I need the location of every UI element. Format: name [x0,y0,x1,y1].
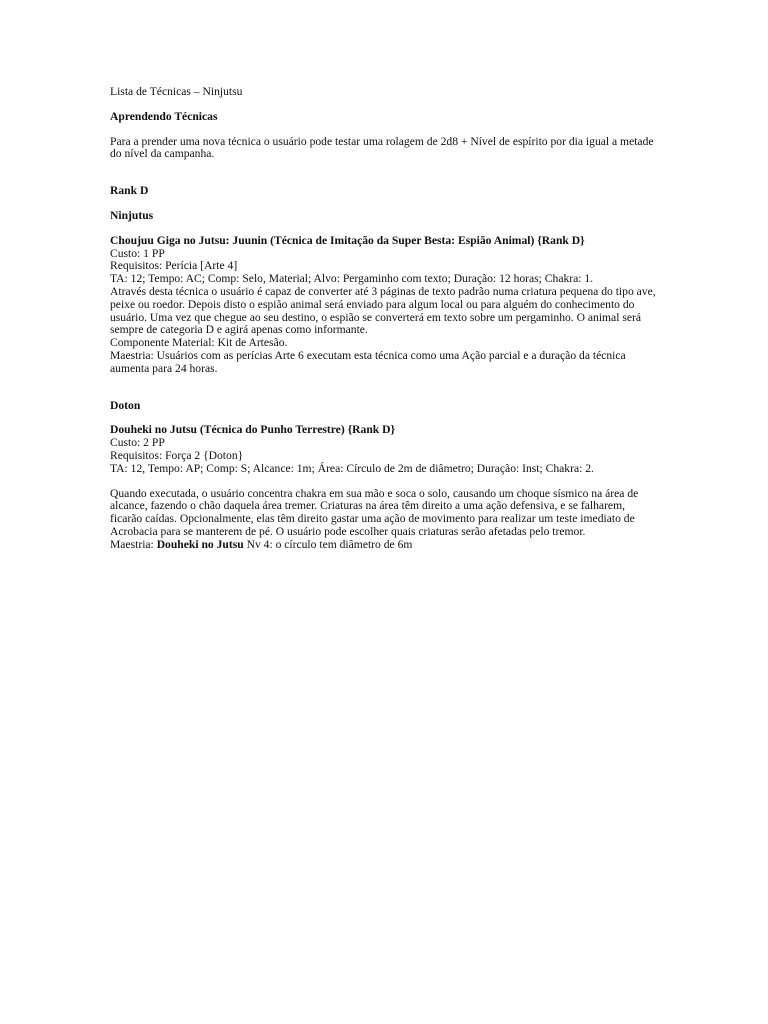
learning-paragraph: Para a prender uma nova técnica o usuário pode testar uma rolagem de 2d8 + Nível de espírito por dia igual a metade do nível da campanha. [110,134,654,161]
document-title: Lista de Técnicas – Ninjutsu [110,85,243,98]
technique-2-mastery-label: Maestria: [110,537,157,551]
technique-2-stats: TA: 12, Tempo: AP; Comp: S; Alcance: 1m; Área: Círculo de 2m de diâmetro; Duração: Inst; Chakra: 2. [110,461,594,475]
technique-1-description: Através desta técnica o usuário é capaz de converter até 3 páginas de texto padrão numa criatura pequena do tipo ave, peixe ou roedor. Depois disto o espião animal será enviado para algum local ou para alguém do conhecimento do usuário. Uma vez que chegue ao seu destino, o espião se converterá em texto sobre um pergaminho. O animal será sempre de categoria D e agirá apenas como informante. [110,284,656,337]
rank-heading: Rank D [110,184,149,198]
technique-2-description: Quando executada, o usuário concentra chakra em sua mão e soca o solo, causando um choque sísmico na área de alcance, fazendo o chão daquela área tremer. Criaturas na área têm direito a uma ação defensiva, e se falharem, ficarão caídas. Opcionalmente, elas têm direito gastar uma ação de movimento para realizar um teste imediato de Acrobacia para se manterem de pé. O usuário pode escolher quais criaturas serão afetadas pelo tremor. [110,486,639,538]
technique-2-mastery-name: Douheki no Jutsu [156,537,244,551]
section-heading-learning: Aprendendo Técnicas [110,109,218,123]
document-content [110,86,660,552]
technique-2-cost: Custo: 2 PP [110,436,165,450]
technique-1-component: Componente Material: Kit de Artesão. [110,336,288,350]
technique-2-name: Douheki no Jutsu (Técnica do Punho Terrestre) {Rank D} [110,423,396,437]
technique-1-name: Choujuu Giga no Jutsu: Juunin (Técnica de Imitação da Super Besta: Espião Animal) {Rank D} [110,233,585,247]
ninjutsus-heading: Ninjutus [110,208,154,222]
technique-1-requirements: Requisitos: Perícia [Arte 4] [110,259,238,273]
technique-2-mastery-rest: Nv 4: o círculo tem diâmetro de 6m [243,537,413,551]
technique-1-mastery: Maestria: Usuários com as perícias Arte 6 executam esta técnica como uma Ação parcial e a duração da técnica aumenta para 24 horas. [110,348,626,375]
technique-1-stats: TA: 12; Tempo: AC; Comp: Selo, Material; Alvo: Pergaminho com texto; Duração: 12 horas; Chakra: 1. [110,272,594,286]
doton-heading: Doton [110,398,141,412]
technique-2-requirements: Requisitos: Força 2 {Doton} [110,448,244,462]
technique-2-mastery [110,539,660,552]
technique-1-cost: Custo: 1 PP [110,246,165,260]
